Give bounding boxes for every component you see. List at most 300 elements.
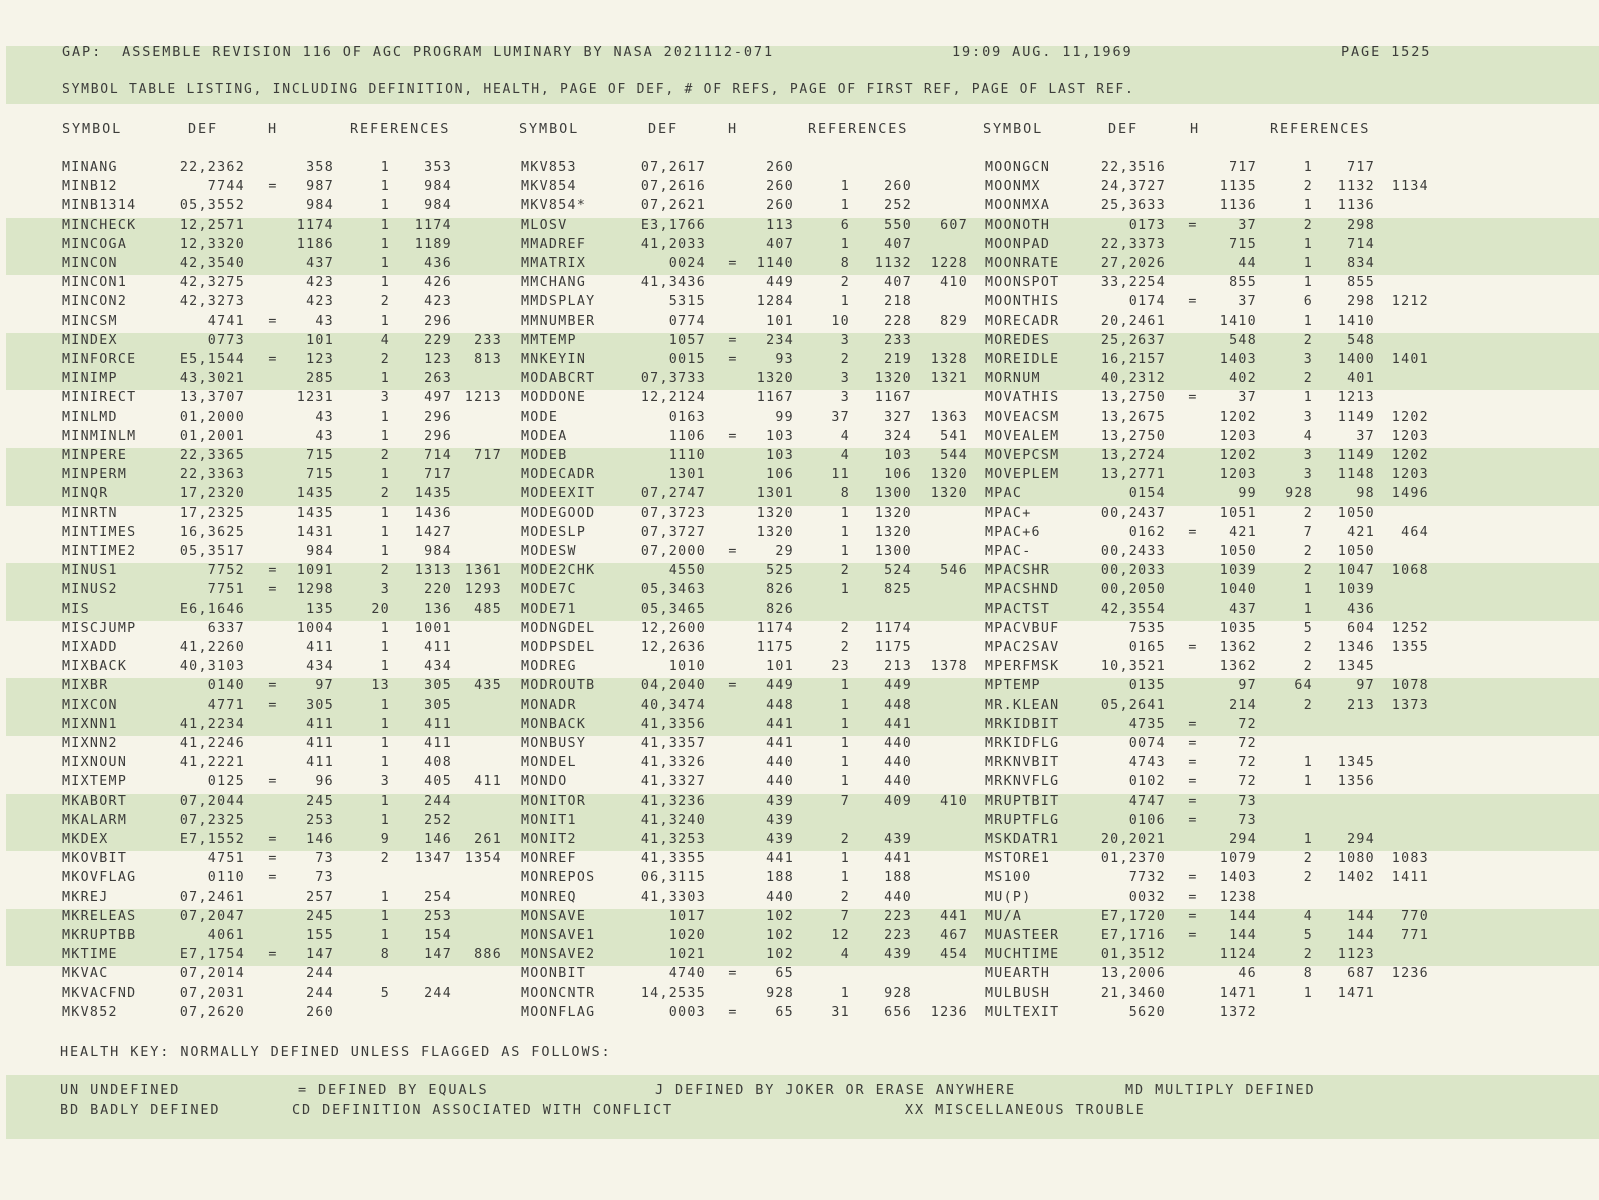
symbol-name: MONREPOS: [521, 870, 596, 886]
def-page: 1203: [1219, 428, 1257, 444]
last-ref-page: 411: [474, 774, 502, 790]
ref-count: 3: [380, 774, 390, 790]
ref-count: 7: [1303, 524, 1313, 540]
first-ref-page: 1175: [874, 640, 912, 655]
symbol-name: MOONMX: [985, 179, 1041, 195]
ref-count: 2: [380, 352, 390, 367]
definition: 0174: [1128, 294, 1166, 310]
first-ref-page: 408: [424, 755, 452, 771]
symbol-name: MMTEMP: [521, 332, 577, 348]
symbol-name: MODROUTB: [521, 678, 596, 694]
ref-count: 1: [1303, 582, 1313, 598]
first-ref-page: 229: [424, 332, 452, 348]
first-ref-page: 147: [424, 947, 452, 963]
ref-count: 4: [840, 448, 850, 463]
ref-count: 1: [380, 889, 390, 905]
first-ref-page: 220: [424, 582, 452, 598]
definition: 21,3460: [1100, 985, 1166, 1001]
first-ref-page: 834: [1347, 256, 1375, 271]
ref-count: 1: [1303, 390, 1313, 406]
last-ref-page: 1236: [930, 1004, 968, 1020]
definition: 41,3326: [640, 755, 706, 771]
definition: 40,2312: [1100, 371, 1166, 387]
definition: 42,3273: [179, 294, 245, 310]
symbol-name: MMATRIX: [521, 256, 587, 271]
first-ref-page: 223: [884, 928, 912, 943]
health-flag: =: [268, 697, 278, 713]
definition: 12,2124: [640, 390, 706, 406]
symbol-name: MINLMD: [62, 409, 118, 425]
def-page: 1035: [1219, 620, 1257, 636]
definition: 1021: [668, 947, 706, 963]
symbol-name: MINCON2: [62, 294, 128, 310]
symbol-name: MODEB: [521, 448, 568, 463]
health-flag: =: [1188, 640, 1198, 655]
first-ref-page: 1300: [874, 486, 912, 502]
table-row: [0, 966, 1599, 985]
definition: 0140: [207, 678, 245, 694]
def-page: 29: [775, 544, 794, 559]
symbol-name: MINIMP: [62, 371, 118, 387]
ref-count: 1: [380, 793, 390, 809]
definition: 12,2600: [640, 620, 706, 636]
last-ref-page: 1078: [1391, 678, 1429, 694]
def-page: 96: [315, 774, 334, 790]
ref-count: 3: [1303, 467, 1313, 483]
symbol-name: MONADR: [521, 697, 577, 713]
def-page: 155: [306, 928, 334, 943]
symbol-name: MODE: [521, 409, 559, 425]
symbol-name: MPTEMP: [985, 678, 1041, 694]
table-row: [0, 467, 1599, 486]
col-health: H: [1190, 121, 1201, 137]
definition: 0154: [1128, 486, 1166, 502]
definition: 0125: [207, 774, 245, 790]
ref-count: 1: [840, 582, 850, 598]
first-ref-page: 440: [884, 774, 912, 790]
ref-count: 3: [1303, 352, 1313, 367]
first-ref-page: 103: [884, 448, 912, 463]
def-page: 449: [766, 275, 794, 291]
def-page: 984: [306, 544, 334, 559]
first-ref-page: 448: [884, 697, 912, 713]
ref-count: 13: [371, 678, 390, 694]
first-ref-page: 324: [884, 428, 912, 444]
definition: 01,2001: [179, 428, 245, 444]
def-page: 73: [1238, 812, 1257, 828]
ref-count: 3: [380, 582, 390, 598]
def-page: 1051: [1219, 505, 1257, 521]
symbol-name: MONDEL: [521, 755, 577, 771]
health-flag: =: [268, 832, 278, 847]
first-ref-page: 436: [424, 256, 452, 271]
first-ref-page: 439: [884, 832, 912, 847]
definition: E7,1716: [1100, 928, 1166, 943]
first-ref-page: 441: [884, 851, 912, 867]
definition: 22,3373: [1100, 236, 1166, 252]
definition: 0173: [1128, 217, 1166, 233]
last-ref-page: 1068: [1391, 563, 1429, 579]
first-ref-page: 1149: [1337, 409, 1375, 425]
def-page: 1175: [756, 640, 794, 655]
symbol-name: MINTIME2: [62, 544, 137, 559]
first-ref-page: 449: [884, 678, 912, 694]
ref-count: 4: [380, 332, 390, 348]
table-row: [0, 890, 1599, 909]
col-symbol: SYMBOL: [519, 121, 580, 137]
ref-count: 5: [1303, 928, 1313, 943]
ref-count: 10: [831, 313, 850, 329]
ref-count: 8: [1303, 966, 1313, 982]
symbol-name: MODDONE: [521, 390, 587, 406]
symbol-name: MONDO: [521, 774, 568, 790]
first-ref-page: 97: [1356, 678, 1375, 694]
first-ref-page: 687: [1347, 966, 1375, 982]
first-ref-page: 1148: [1337, 467, 1375, 483]
health-flag: =: [268, 851, 278, 867]
health-flag: =: [728, 256, 738, 271]
definition: 4751: [207, 851, 245, 867]
col-references: REFERENCES: [808, 121, 909, 137]
ref-count: 31: [831, 1004, 850, 1020]
def-page: 99: [1238, 486, 1257, 502]
def-page: 1004: [296, 620, 334, 636]
ref-count: 23: [831, 659, 850, 675]
table-row: [0, 486, 1599, 505]
last-ref-page: 1321: [930, 371, 968, 387]
definition: 24,3727: [1100, 179, 1166, 195]
ref-count: 5: [380, 985, 390, 1001]
last-ref-page: 1328: [930, 352, 968, 367]
first-ref-page: 426: [424, 275, 452, 291]
definition: 41,3357: [640, 736, 706, 751]
def-page: 72: [1238, 736, 1257, 751]
definition: 10,3521: [1100, 659, 1166, 675]
def-page: 244: [306, 985, 334, 1001]
first-ref-page: 37: [1356, 428, 1375, 444]
symbol-name: MIXNOUN: [62, 755, 128, 771]
def-page: 260: [306, 1004, 334, 1020]
symbol-name: MIXBR: [62, 678, 109, 694]
definition: 7751: [207, 582, 245, 598]
def-page: 102: [766, 908, 794, 924]
symbol-name: MKREJ: [62, 889, 109, 905]
symbol-name: MINPERE: [62, 448, 128, 463]
ref-count: 8: [840, 256, 850, 271]
definition: 42,3275: [179, 275, 245, 291]
definition: 41,3355: [640, 851, 706, 867]
first-ref-page: 1320: [874, 371, 912, 387]
definition: 7535: [1128, 620, 1166, 636]
first-ref-page: 1402: [1337, 870, 1375, 886]
ref-count: 7: [840, 908, 850, 924]
definition: E7,1754: [179, 947, 245, 963]
def-page: 144: [1229, 908, 1257, 924]
def-page: 285: [306, 371, 334, 387]
symbol-name: MINB1314: [62, 198, 137, 214]
definition: 22,3516: [1100, 160, 1166, 175]
last-ref-page: 829: [940, 313, 968, 329]
last-ref-page: 454: [940, 947, 968, 963]
symbol-name: MOREDES: [985, 332, 1051, 348]
header-subtitle: SYMBOL TABLE LISTING, INCLUDING DEFINITION, HEALTH, PAGE OF DEF, # OF REFS, PAGE OF FIRST REF, PAGE OF LAST REF.: [62, 82, 1135, 97]
ref-count: 1: [840, 544, 850, 559]
def-page: 1403: [1219, 870, 1257, 886]
first-ref-page: 244: [424, 793, 452, 809]
symbol-name: MRUPTBIT: [985, 793, 1060, 809]
symbol-name: MKABORT: [62, 793, 128, 809]
definition: 07,2620: [179, 1004, 245, 1020]
def-page: 294: [1229, 832, 1257, 847]
definition: 0024: [668, 256, 706, 271]
ref-count: 928: [1285, 486, 1313, 502]
definition: 07,2044: [179, 793, 245, 809]
def-page: 1040: [1219, 582, 1257, 598]
ref-count: 1: [840, 985, 850, 1001]
symbol-name: MMADREF: [521, 236, 587, 252]
last-ref-page: 1213: [464, 390, 502, 406]
def-page: 65: [775, 966, 794, 982]
first-ref-page: 218: [884, 294, 912, 310]
ref-count: 1: [380, 640, 390, 655]
health-flag: =: [268, 870, 278, 886]
ref-count: 64: [1294, 678, 1313, 694]
health-key-joker: J DEFINED BY JOKER OR ERASE ANYWHERE: [655, 1082, 1016, 1098]
first-ref-page: 123: [424, 352, 452, 367]
symbol-name: MKV854*: [521, 198, 587, 214]
health-flag: =: [1188, 390, 1198, 406]
def-page: 102: [766, 928, 794, 943]
definition: 27,2026: [1100, 256, 1166, 271]
def-page: 1435: [296, 505, 334, 521]
definition: 41,3253: [640, 832, 706, 847]
last-ref-page: 441: [940, 908, 968, 924]
def-page: 305: [306, 697, 334, 713]
definition: 0074: [1128, 736, 1166, 751]
symbol-name: MOVEPLEM: [985, 467, 1060, 483]
table-row: [0, 410, 1599, 429]
def-page: 44: [1238, 256, 1257, 271]
symbol-name: MODESLP: [521, 524, 587, 540]
def-page: 984: [306, 198, 334, 214]
table-row: [0, 1005, 1599, 1024]
def-page: 1431: [296, 524, 334, 540]
first-ref-page: 1039: [1337, 582, 1375, 598]
ref-count: 3: [380, 390, 390, 406]
definition: 4735: [1128, 716, 1166, 732]
symbol-name: MINPERM: [62, 467, 128, 483]
def-page: 1231: [296, 390, 334, 406]
symbol-name: MOVATHIS: [985, 390, 1060, 406]
ref-count: 2: [1303, 505, 1313, 521]
ref-count: 1: [380, 908, 390, 924]
ref-count: 4: [1303, 908, 1313, 924]
first-ref-page: 1320: [874, 505, 912, 521]
symbol-name: MMNUMBER: [521, 313, 596, 329]
table-row: [0, 333, 1599, 352]
symbol-name: MKV852: [62, 1004, 118, 1020]
definition: 22,3363: [179, 467, 245, 483]
def-page: 1135: [1219, 179, 1257, 195]
def-page: 101: [306, 332, 334, 348]
ref-count: 2: [380, 486, 390, 502]
definition: 43,3021: [179, 371, 245, 387]
last-ref-page: 1411: [1391, 870, 1429, 886]
definition: 6337: [207, 620, 245, 636]
first-ref-page: 1320: [874, 524, 912, 540]
ref-count: 4: [840, 428, 850, 444]
col-def: DEF: [188, 121, 219, 137]
def-page: 402: [1229, 371, 1257, 387]
symbol-name: MONSAVE1: [521, 928, 596, 943]
symbol-name: MSKDATR1: [985, 832, 1060, 847]
table-row: [0, 371, 1599, 390]
health-flag: =: [1188, 736, 1198, 751]
def-page: 1124: [1219, 947, 1257, 963]
definition: 20,2021: [1100, 832, 1166, 847]
first-ref-page: 434: [424, 659, 452, 675]
symbol-name: MIXNN1: [62, 716, 118, 732]
def-page: 37: [1238, 217, 1257, 233]
first-ref-page: 717: [1347, 160, 1375, 175]
ref-count: 3: [840, 390, 850, 406]
def-page: 1091: [296, 563, 334, 579]
definition: 41,3240: [640, 812, 706, 828]
health-flag: =: [268, 774, 278, 790]
symbol-name: MIS: [62, 601, 90, 617]
symbol-name: MS100: [985, 870, 1032, 886]
ref-count: 4: [1303, 428, 1313, 444]
first-ref-page: 1436: [414, 505, 452, 521]
table-row: [0, 525, 1599, 544]
definition: 4740: [668, 966, 706, 982]
first-ref-page: 1167: [874, 390, 912, 406]
def-page: 65: [775, 1004, 794, 1020]
ref-count: 2: [840, 275, 850, 291]
health-flag: =: [1188, 524, 1198, 540]
def-page: 928: [766, 985, 794, 1001]
def-page: 441: [766, 851, 794, 867]
def-page: 1186: [296, 236, 334, 252]
last-ref-page: 886: [474, 947, 502, 963]
definition: 41,2246: [179, 736, 245, 751]
first-ref-page: 1174: [414, 217, 452, 233]
symbol-name: MPAC-: [985, 544, 1032, 559]
ref-count: 1: [380, 160, 390, 175]
last-ref-page: 485: [474, 601, 502, 617]
first-ref-page: 223: [884, 908, 912, 924]
def-page: 93: [775, 352, 794, 367]
first-ref-page: 213: [1347, 697, 1375, 713]
table-row: [0, 179, 1599, 198]
col-def: DEF: [648, 121, 679, 137]
symbol-name: MPAC+6: [985, 524, 1041, 540]
ref-count: 2: [840, 563, 850, 579]
last-ref-page: 1401: [1391, 352, 1429, 367]
ref-count: 1: [840, 678, 850, 694]
first-ref-page: 146: [424, 832, 452, 847]
ref-count: 1: [1303, 256, 1313, 271]
first-ref-page: 1001: [414, 620, 452, 636]
first-ref-page: 144: [1347, 908, 1375, 924]
ref-count: 1: [380, 371, 390, 387]
definition: 40,3474: [640, 697, 706, 713]
header-title: GAP: ASSEMBLE REVISION 116 OF AGC PROGRAM LUMINARY BY NASA 2021112-071: [62, 44, 774, 60]
definition: 25,2637: [1100, 332, 1166, 348]
def-page: 245: [306, 793, 334, 809]
health-flag: =: [1188, 774, 1198, 790]
ref-count: 1: [840, 198, 850, 214]
definition: 00,2033: [1100, 563, 1166, 579]
definition: E6,1646: [179, 601, 245, 617]
def-page: 440: [766, 774, 794, 790]
definition: 4743: [1128, 755, 1166, 771]
ref-count: 1: [380, 313, 390, 329]
table-row: [0, 602, 1599, 621]
ref-count: 3: [1303, 409, 1313, 425]
last-ref-page: 546: [940, 563, 968, 579]
symbol-name: MKOVFLAG: [62, 870, 137, 886]
definition: 41,2221: [179, 755, 245, 771]
ref-count: 9: [380, 832, 390, 847]
table-row: [0, 390, 1599, 409]
health-flag: =: [268, 563, 278, 579]
ref-count: 37: [831, 409, 850, 425]
symbol-name: MRKNVFLG: [985, 774, 1060, 790]
last-ref-page: 410: [940, 275, 968, 291]
definition: 4771: [207, 697, 245, 713]
health-key-equals: = DEFINED BY EQUALS: [298, 1082, 489, 1098]
def-page: 37: [1238, 390, 1257, 406]
ref-count: 8: [380, 947, 390, 963]
def-page: 441: [766, 716, 794, 732]
first-ref-page: 252: [884, 198, 912, 214]
ref-count: 1: [1303, 601, 1313, 617]
ref-count: 1: [840, 716, 850, 732]
definition: 12,2636: [640, 640, 706, 655]
first-ref-page: 421: [1347, 524, 1375, 540]
health-flag: =: [1188, 716, 1198, 732]
symbol-name: MOONGCN: [985, 160, 1051, 175]
def-page: 411: [306, 755, 334, 771]
first-ref-page: 305: [424, 678, 452, 694]
ref-count: 2: [380, 851, 390, 867]
def-page: 234: [766, 332, 794, 348]
def-page: 245: [306, 908, 334, 924]
def-page: 1320: [756, 524, 794, 540]
ref-count: 2: [1303, 851, 1313, 867]
first-ref-page: 1313: [414, 563, 452, 579]
definition: 22,3365: [179, 448, 245, 463]
def-page: 1174: [296, 217, 334, 233]
symbol-name: MINANG: [62, 160, 118, 175]
first-ref-page: 423: [424, 294, 452, 310]
last-ref-page: 1354: [464, 851, 502, 867]
def-page: 411: [306, 640, 334, 655]
first-ref-page: 407: [884, 275, 912, 291]
first-ref-page: 984: [424, 179, 452, 195]
symbol-name: MINCOGA: [62, 236, 128, 252]
last-ref-page: 541: [940, 428, 968, 444]
ref-count: 1: [840, 774, 850, 790]
def-page: 1174: [756, 620, 794, 636]
ref-count: 2: [380, 563, 390, 579]
last-ref-page: 1373: [1391, 697, 1429, 713]
table-row: [0, 218, 1599, 237]
ref-count: 1: [840, 524, 850, 540]
last-ref-page: 1320: [930, 486, 968, 502]
symbol-name: MOONCNTR: [521, 985, 596, 1001]
